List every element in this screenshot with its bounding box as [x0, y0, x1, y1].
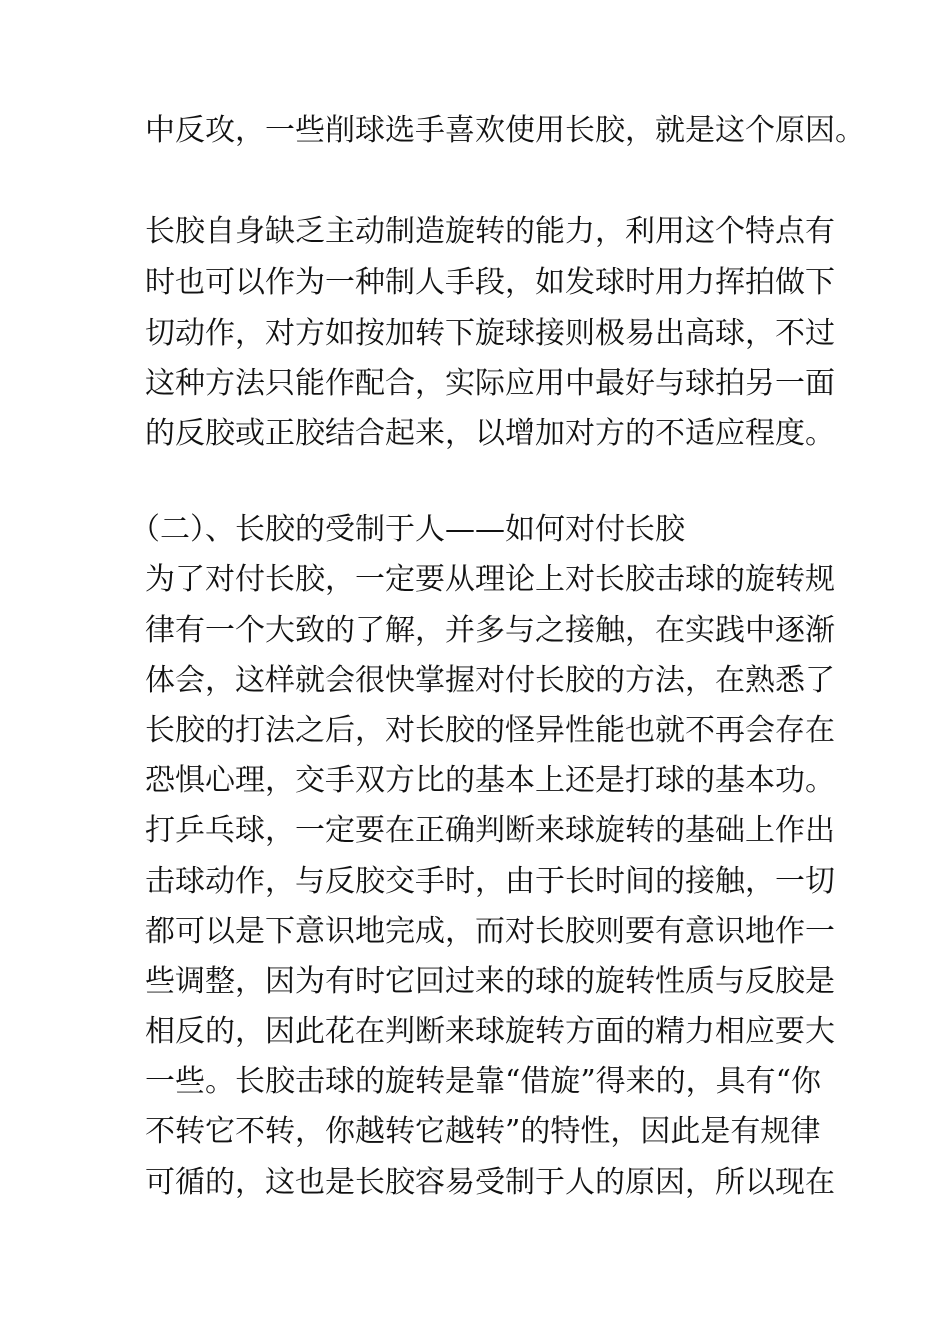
paragraph-line: 切动作，对方如按加转下旋球接则极易出高球，不过 — [145, 316, 835, 351]
section-heading: （二）、长胶的受制于人——如何对付长胶 — [130, 512, 685, 547]
paragraph-line: 可循的，这也是长胶容易受制于人的原因，所以现在 — [145, 1165, 835, 1200]
paragraph-line: 些调整，因为有时它回过来的球的旋转性质与反胶是 — [145, 964, 835, 999]
paragraph-line: 体会，这样就会很快掌握对付长胶的方法，在熟悉了 — [145, 663, 835, 698]
paragraph-line: 时也可以作为一种制人手段，如发球时用力挥拍做下 — [145, 265, 835, 300]
paragraph-line: 的反胶或正胶结合起来，以增加对方的不适应程度。 — [145, 416, 835, 451]
paragraph-line: 一些。长胶击球的旋转是靠“借旋”得来的，具有“你 — [145, 1064, 822, 1099]
paragraph-line: 不转它不转，你越转它越转”的特性，因此是有规律 — [145, 1114, 821, 1149]
paragraph-line: 相反的，因此花在判断来球旋转方面的精力相应要大 — [145, 1014, 835, 1049]
paragraph-line: 中反攻，一些削球选手喜欢使用长胶，就是这个原因。 — [145, 113, 865, 148]
paragraph-line: 长胶的打法之后，对长胶的怪异性能也就不再会存在 — [145, 713, 835, 748]
paragraph-line: 都可以是下意识地完成，而对长胶则要有意识地作一 — [145, 914, 835, 949]
paragraph-line: 恐惧心理，交手双方比的基本上还是打球的基本功。 — [145, 763, 835, 798]
paragraph-line: 长胶自身缺乏主动制造旋转的能力，利用这个特点有 — [145, 214, 835, 249]
paragraph-line: 这种方法只能作配合，实际应用中最好与球拍另一面 — [145, 366, 835, 401]
paragraph-line: 为了对付长胶，一定要从理论上对长胶击球的旋转规 — [145, 562, 835, 597]
paragraph-line: 律有一个大致的了解，并多与之接触，在实践中逐渐 — [145, 613, 835, 648]
paragraph-line: 击球动作，与反胶交手时，由于长时间的接触，一切 — [145, 864, 835, 899]
paragraph-line: 打乒乓球，一定要在正确判断来球旋转的基础上作出 — [145, 813, 835, 848]
